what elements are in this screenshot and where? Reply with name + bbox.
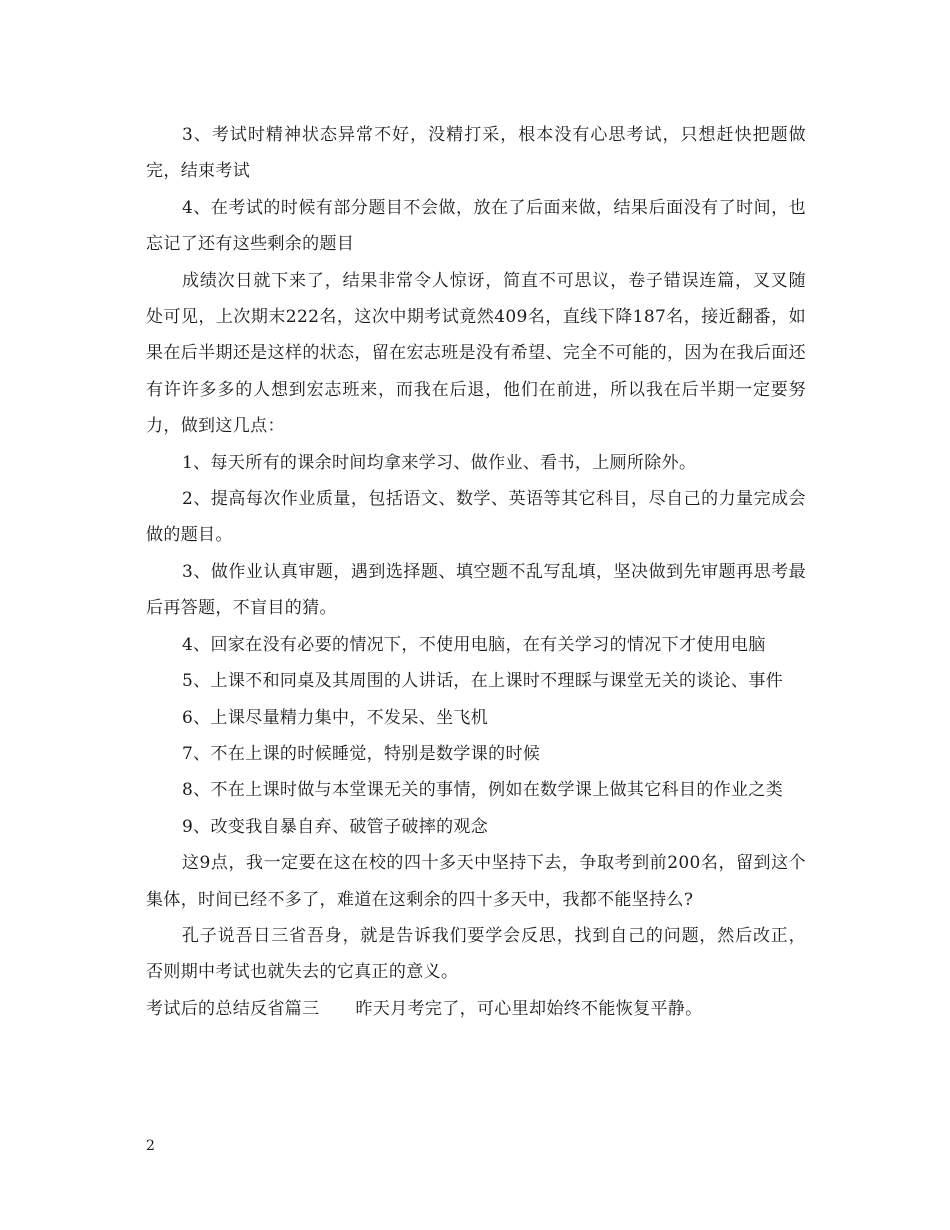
section-heading-line	[146, 991, 806, 1027]
plan-item-6: 6、上课尽量精力集中，不发呆、坐飞机	[182, 707, 489, 728]
plan-item-8: 8、不在上课时做与本堂课无关的事情，例如在数学课上做其它科目的作业之类	[182, 780, 784, 801]
document-body	[146, 117, 806, 1027]
paragraph-commitment: 这9点，我一定要在这在校的四十多天中坚持下去，争取考到前200名，留到这个集体，时间已经不多了，难道在这剩余的四十多天中，我都不能坚持么?	[146, 853, 806, 910]
plan-item-3: 3、做作业认真审题，遇到选择题、填空题不乱写乱填，坚决做到先审题再思考最后再答题，不盲目的猜。	[146, 561, 806, 619]
section-heading: 考试后的总结反省篇三	[146, 998, 320, 1019]
paragraph-item-4: 4、在考试的时候有部分题目不会做，放在了后面来做，结果后面没有了时间，也忘记了还有这些剩余的题目	[146, 197, 806, 255]
paragraph-results: 成绩次日就下来了，结果非常令人惊讶，简直不可思议，卷子错误连篇，叉叉随处可见，上次期末222名，这次中期考试竟然409名，直线下降187名，接近翻番，如果在后半期还是这样的状态，留在宏志班是没有希望、完全不可能的，因为在我后面还有许许多多的人想到宏志班来，而我在后退，他们在前进，所以我在后半期一定要努力，做到这几点：	[146, 270, 806, 437]
page-number: 2	[146, 1138, 155, 1154]
plan-item-9: 9、改变我自暴自弃、破管子破摔的观念	[182, 816, 489, 837]
plan-item-5: 5、上课不和同桌及其周围的人讲话，在上课时不理睬与课堂无关的谈论、事件	[182, 671, 784, 692]
paragraph-confucius: 孔子说吾日三省吾身，就是告诉我们要学会反思，找到自己的问题，然后改正，否则期中考试也就失去的它真正的意义。	[146, 925, 806, 983]
plan-item-1: 1、每天所有的课余时间均拿来学习、做作业、看书，上厕所除外。	[182, 452, 697, 473]
plan-item-4: 4、回家在没有必要的情况下，不使用电脑，在有关学习的情况下才使用电脑	[182, 634, 766, 655]
section-first-line: 昨天月考完了，可心里却始终不能恢复平静。	[355, 998, 703, 1019]
plan-item-2: 2、提高每次作业质量，包括语文、数学、英语等其它科目，尽自己的力量完成会做的题目。	[146, 489, 806, 546]
plan-item-7: 7、不在上课的时候睡觉，特别是数学课的时候	[182, 743, 541, 764]
paragraph-item-3: 3、考试时精神状态异常不好，没精打采，根本没有心思考试，只想赶快把题做完，结束考试	[146, 125, 806, 182]
